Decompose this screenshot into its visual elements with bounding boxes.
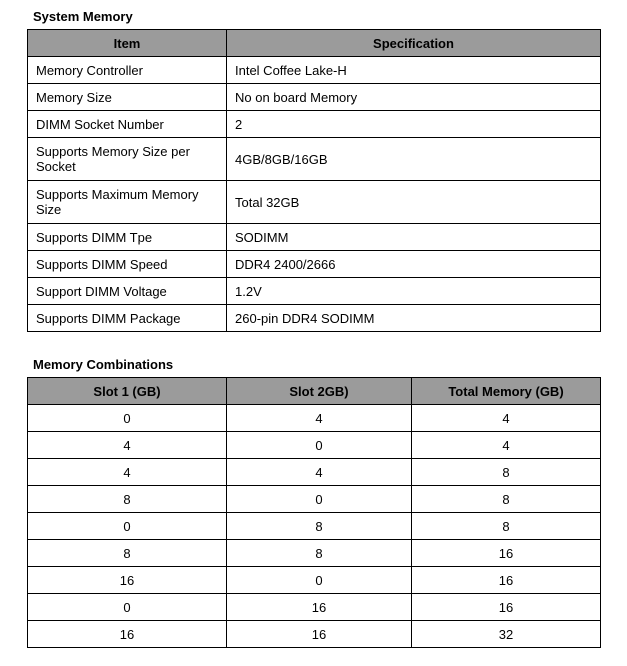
column-header-item: Item bbox=[28, 30, 227, 57]
table-row bbox=[28, 432, 601, 459]
slot1-cell: 0 bbox=[28, 405, 227, 432]
table-row bbox=[28, 251, 601, 278]
slot2-cell: 4 bbox=[227, 405, 412, 432]
slot2-cell: 0 bbox=[227, 432, 412, 459]
spec-cell: No on board Memory bbox=[227, 84, 601, 111]
table-row bbox=[28, 84, 601, 111]
spec-cell: 1.2V bbox=[227, 278, 601, 305]
column-header-total: Total Memory (GB) bbox=[412, 378, 601, 405]
spec-cell: Total 32GB bbox=[227, 181, 601, 224]
total-cell: 8 bbox=[412, 486, 601, 513]
total-cell: 16 bbox=[412, 540, 601, 567]
item-cell: Supports Maximum Memory Size bbox=[28, 181, 227, 224]
column-header-slot2: Slot 2GB) bbox=[227, 378, 412, 405]
total-cell: 8 bbox=[412, 513, 601, 540]
table-row bbox=[28, 138, 601, 181]
spec-cell: 260-pin DDR4 SODIMM bbox=[227, 305, 601, 332]
item-cell: Supports DIMM Speed bbox=[28, 251, 227, 278]
slot1-cell: 4 bbox=[28, 459, 227, 486]
table-header-row bbox=[28, 378, 601, 405]
total-cell: 8 bbox=[412, 459, 601, 486]
table-row bbox=[28, 57, 601, 84]
table-row bbox=[28, 540, 601, 567]
table-row bbox=[28, 486, 601, 513]
spec-cell: SODIMM bbox=[227, 224, 601, 251]
slot2-cell: 8 bbox=[227, 513, 412, 540]
table-row bbox=[28, 459, 601, 486]
slot2-cell: 16 bbox=[227, 594, 412, 621]
slot2-cell: 0 bbox=[227, 486, 412, 513]
table-row bbox=[28, 567, 601, 594]
slot2-cell: 16 bbox=[227, 621, 412, 648]
column-header-slot1: Slot 1 (GB) bbox=[28, 378, 227, 405]
memory-combinations-title: Memory Combinations bbox=[33, 357, 174, 372]
total-cell: 4 bbox=[412, 405, 601, 432]
item-cell: Memory Size bbox=[28, 84, 227, 111]
total-cell: 16 bbox=[412, 594, 601, 621]
table-row bbox=[28, 278, 601, 305]
table-header-row bbox=[28, 30, 601, 57]
spec-cell: Intel Coffee Lake-H bbox=[227, 57, 601, 84]
item-cell: DIMM Socket Number bbox=[28, 111, 227, 138]
memory-combinations-table bbox=[27, 377, 601, 648]
total-cell: 32 bbox=[412, 621, 601, 648]
slot1-cell: 16 bbox=[28, 567, 227, 594]
slot1-cell: 0 bbox=[28, 513, 227, 540]
table-row bbox=[28, 181, 601, 224]
spec-cell: DDR4 2400/2666 bbox=[227, 251, 601, 278]
item-cell: Supports DIMM Tpe bbox=[28, 224, 227, 251]
slot2-cell: 8 bbox=[227, 540, 412, 567]
table-row bbox=[28, 405, 601, 432]
column-header-specification: Specification bbox=[227, 30, 601, 57]
item-cell: Support DIMM Voltage bbox=[28, 278, 227, 305]
total-cell: 4 bbox=[412, 432, 601, 459]
slot2-cell: 0 bbox=[227, 567, 412, 594]
slot1-cell: 16 bbox=[28, 621, 227, 648]
table-row bbox=[28, 513, 601, 540]
slot2-cell: 4 bbox=[227, 459, 412, 486]
slot1-cell: 8 bbox=[28, 486, 227, 513]
system-memory-title: System Memory bbox=[33, 9, 133, 24]
system-memory-table bbox=[27, 29, 601, 332]
table-row bbox=[28, 621, 601, 648]
slot1-cell: 8 bbox=[28, 540, 227, 567]
table-row bbox=[28, 224, 601, 251]
item-cell: Supports DIMM Package bbox=[28, 305, 227, 332]
slot1-cell: 4 bbox=[28, 432, 227, 459]
total-cell: 16 bbox=[412, 567, 601, 594]
item-cell: Supports Memory Size per Socket bbox=[28, 138, 227, 181]
slot1-cell: 0 bbox=[28, 594, 227, 621]
item-cell: Memory Controller bbox=[28, 57, 227, 84]
spec-cell: 4GB/8GB/16GB bbox=[227, 138, 601, 181]
spec-cell: 2 bbox=[227, 111, 601, 138]
table-row bbox=[28, 305, 601, 332]
table-row bbox=[28, 594, 601, 621]
table-row bbox=[28, 111, 601, 138]
